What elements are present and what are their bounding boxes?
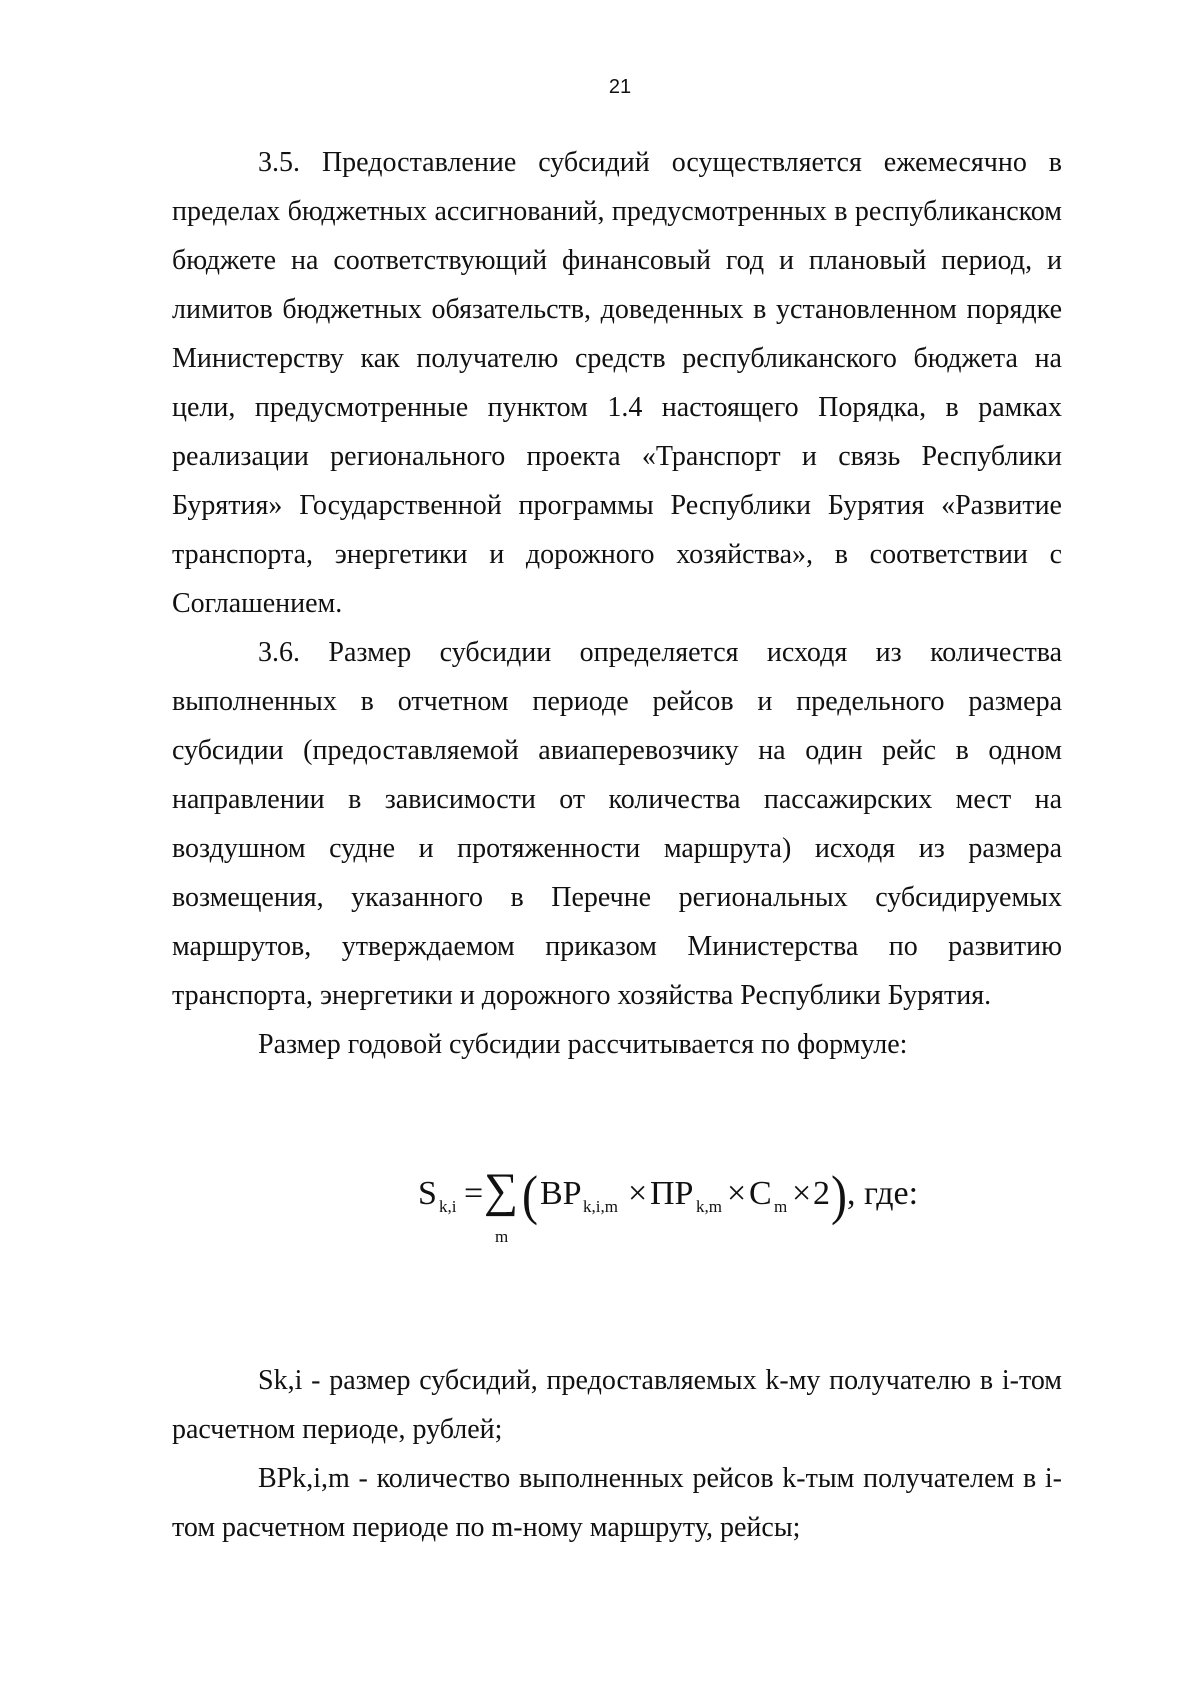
- formula-open-paren: (: [522, 1165, 538, 1227]
- formula-lhs: S: [418, 1175, 437, 1212]
- formula-term-c-subscript: m: [774, 1197, 788, 1216]
- definition-bp: BPk,i,m - количество выполненных рейсов k-тым получателем в i-том расчетном периоде по m-ному маршруту, рейсы;: [172, 1463, 1062, 1543]
- page-number: 21: [608, 76, 632, 98]
- formula-term-bp-subscript: k,i,m: [583, 1197, 618, 1216]
- formula-tail: , где:: [847, 1175, 919, 1212]
- formula-equals: =: [464, 1175, 484, 1212]
- formula-times-1: ×: [628, 1175, 648, 1212]
- formula-lhs-subscript: k,i: [439, 1197, 457, 1216]
- formula-term-bp: BP: [540, 1175, 582, 1212]
- definitions: [172, 1356, 1062, 1552]
- formula-factor: 2: [813, 1175, 830, 1212]
- formula-close-paren: ): [831, 1165, 847, 1227]
- formula-sum-symbol: ∑: [484, 1164, 519, 1217]
- formula-term-pr: ПР: [650, 1175, 694, 1212]
- formula-intro: Размер годовой субсидии рассчитывается по формуле:: [258, 1029, 908, 1060]
- paragraph-3-5: 3.5. Предоставление субсидий осуществляется ежемесячно в пределах бюджетных ассигнований, предусмотренных в республиканском бюджете на соответствующий финансовый год и плановый период, и лимитов бюджетных обязательств, доведенных в установленном порядке Министерству как получателю средств республиканского бюджета на цели, предусмотренные пунктом 1.4 настоящего Порядка, в рамках реализации регионального проекта «Транспорт и связь Республики Бурятия» Государственной программы Республики Бурятия «Развитие транспорта, энергетики и дорожного хозяйства», в соответствии с Соглашением.: [172, 147, 1062, 619]
- main-text: [172, 138, 1062, 1069]
- formula-times-3: ×: [792, 1175, 812, 1212]
- formula-term-pr-subscript: k,m: [696, 1197, 722, 1216]
- formula-term-c: C: [749, 1175, 772, 1212]
- formula-sum-index: m: [495, 1227, 509, 1246]
- formula-times-2: ×: [727, 1175, 747, 1212]
- definition-s: Sk,i - размер субсидий, предоставляемых k-му получателю в i-том расчетном периоде, рублей;: [172, 1365, 1062, 1445]
- paragraph-3-6: 3.6. Размер субсидии определяется исходя из количества выполненных в отчетном периоде рейсов и предельного размера субсидии (предоставляемой авиаперевозчику на один рейс в одном направлении в зависимости от количества пассажирских мест на воздушном судне и протяженности маршрута) исходя из размера возмещения, указанного в Перечне региональных субсидируемых маршрутов, утверждаемом приказом Министерства по развитию транспорта, энергетики и дорожного хозяйства Республики Бурятия.: [172, 637, 1062, 1011]
